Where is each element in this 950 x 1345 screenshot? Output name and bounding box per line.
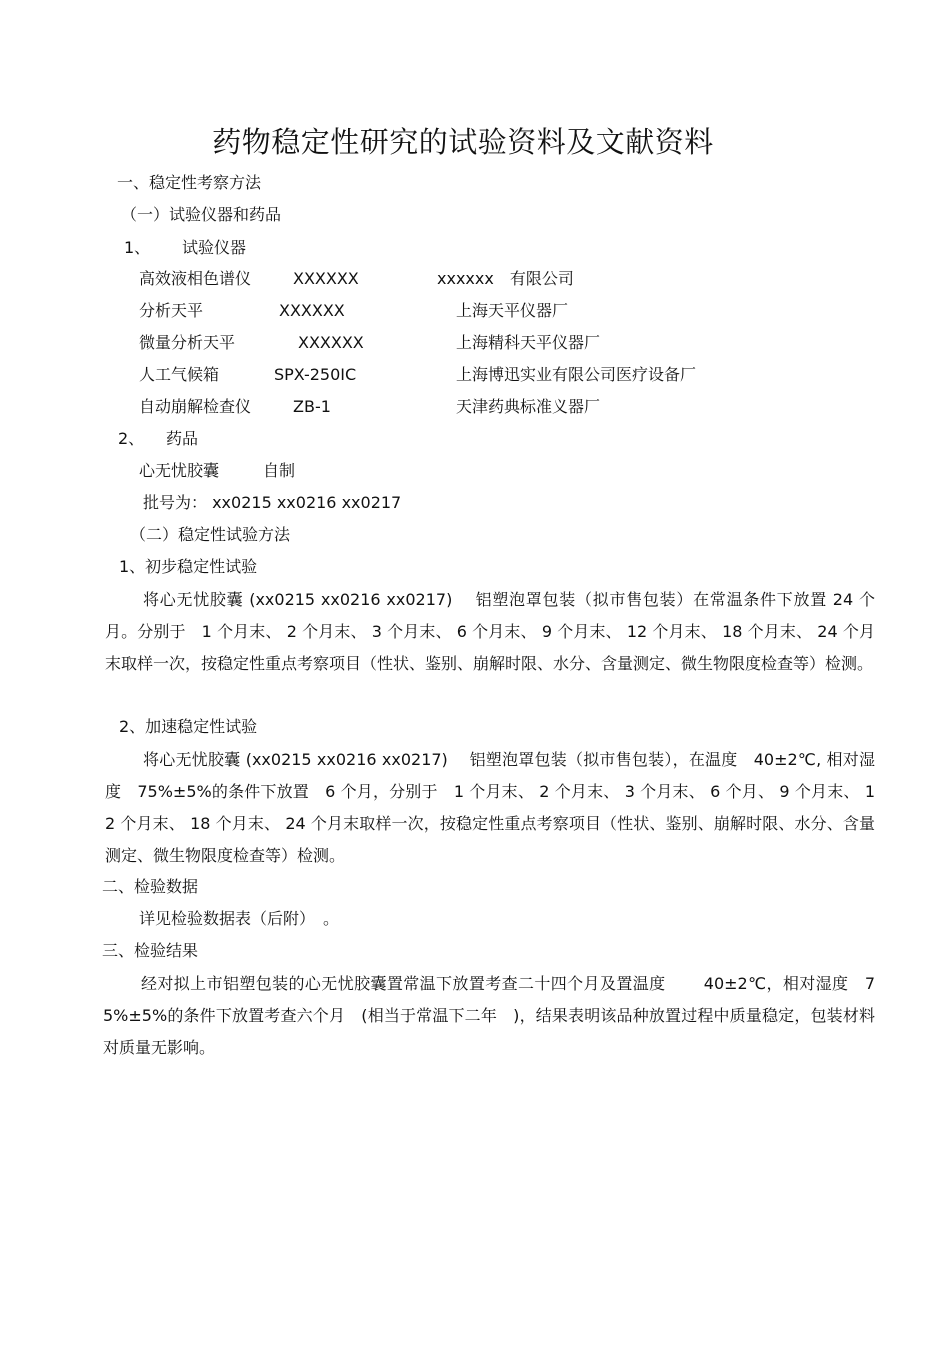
instrument-name: 人工气候箱 <box>139 365 220 384</box>
instrument-name: 微量分析天平 <box>139 333 236 352</box>
instrument-maker: 天津药典标准义器厂 <box>456 397 601 416</box>
section-2-text: 详见检验数据表（后附） 。 <box>139 909 340 928</box>
subsection-instruments-heading: （一）试验仪器和药品 <box>121 205 282 224</box>
instrument-maker: 上海精科天平仪器厂 <box>456 333 601 352</box>
method-1-paragraph: 将心无忧胶囊 (xx0215 xx0216 xx0217) 铝塑泡罩包装（拟市售包装）在常温条件下放置 24 个月。分别于 1 个月末、 2 个月末、 3 个月末、 6 个月末、 9 个月末、 12 个月末、 18 个月末、 24 个月末取样一次，按稳定性重点考察项目（性状、鉴别、崩解时限、水分、含量测定、微生物限度检查等）检测。 <box>105 590 875 673</box>
instrument-name: 分析天平 <box>139 301 204 320</box>
method-2-paragraph: 将心无忧胶囊 (xx0215 xx0216 xx0217) 铝塑泡罩包装（拟市售包装），在温度 40±2℃, 相对湿度 75%±5%的条件下放置 6 个月，分别于 1 个月末、 2 个月末、 3 个月末、 6 个月、 9 个月末、 12 个月末、 18 个月末、 24 个月末取样一次，按稳定性重点考察项目（性状、鉴别、崩解时限、水分、含量测定、微生物限度检查等）检测。 <box>105 750 875 865</box>
instrument-model: SPX-250IC <box>274 365 357 384</box>
instrument-model: XXXXXX <box>298 333 364 352</box>
subsection-methods-heading: （二）稳定性试验方法 <box>130 525 291 544</box>
drug-name: 心无忧胶囊 <box>139 461 220 480</box>
method-2-heading: 2、加速稳定性试验 <box>119 717 258 736</box>
item-1-label: 试验仪器 <box>182 238 247 257</box>
batch-numbers: 批号为： xx0215 xx0216 xx0217 <box>143 493 402 512</box>
document-title: 药物稳定性研究的试验资料及文献资料 <box>212 125 714 159</box>
item-1-number: 1、 <box>124 238 151 257</box>
drug-source: 自制 <box>263 461 296 480</box>
section-3-heading: 三、检验结果 <box>102 941 199 960</box>
instrument-model: XXXXXX <box>293 269 359 288</box>
instrument-maker: 上海天平仪器厂 <box>456 301 569 320</box>
method-1-heading: 1、初步稳定性试验 <box>119 557 258 576</box>
section-2-heading: 二、检验数据 <box>102 877 199 896</box>
instrument-maker: xxxxxx 有限公司 <box>437 269 574 288</box>
instrument-model: XXXXXX <box>279 301 345 320</box>
item-2-label: 药品 <box>166 429 199 448</box>
instrument-name: 高效液相色谱仪 <box>139 269 252 288</box>
instrument-name: 自动崩解检查仪 <box>139 397 252 416</box>
item-2-number: 2、 <box>118 429 145 448</box>
instrument-model: ZB-1 <box>293 397 331 416</box>
instrument-maker: 上海博迅实业有限公司医疗设备厂 <box>456 365 697 384</box>
section-3-paragraph: 经对拟上市铝塑包装的心无忧胶囊置常温下放置考查二十四个月及置温度 40±2℃，相对湿度 75%±5%的条件下放置考查六个月 (相当于常温下二年 )，结果表明该品种放置过程中质量稳定，包装材料对质量无影响。 <box>103 974 875 1057</box>
section-1-heading: 一、稳定性考察方法 <box>117 173 262 192</box>
